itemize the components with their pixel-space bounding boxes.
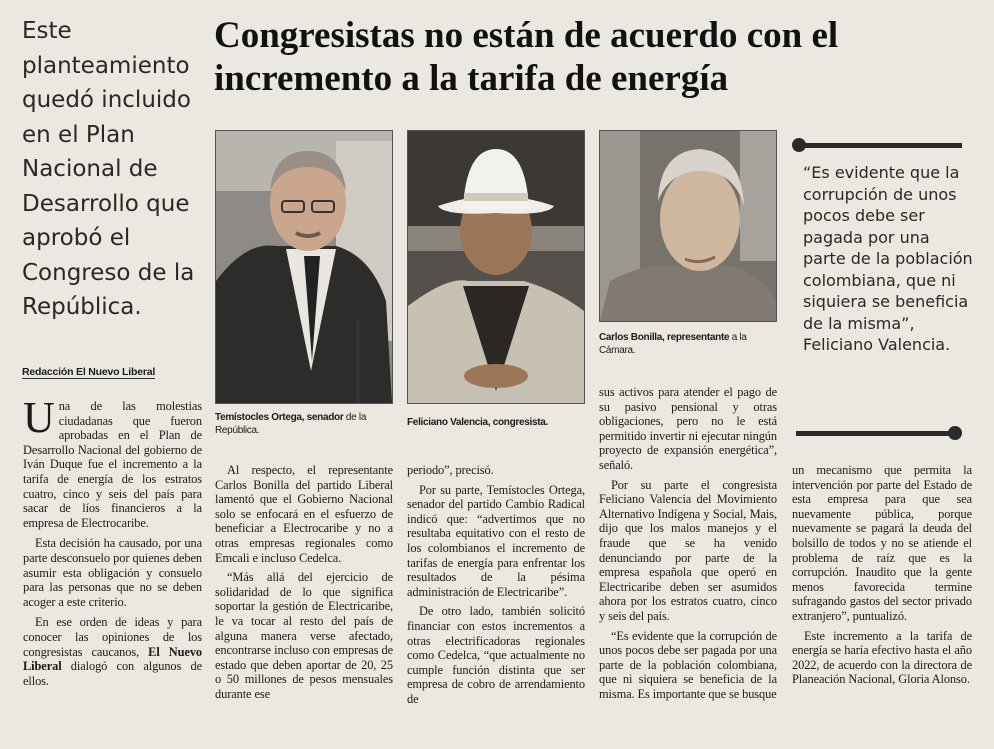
byline — [22, 366, 202, 378]
column-5 — [792, 463, 972, 687]
col5-paragraph-1: un mecanismo que permita la intervención por parte del Estado de esta empresa para que sea nuevamente pública, porque nuevamente se pagará la deuda del bolsillo de todos y no se atiende el problema de raíz que es la corrupción. Inaudito que la gente menos favorecida termine sufragando gastos del sector privado extranjero”, puntualizó. — [792, 463, 972, 623]
byline-text: Redacción El Nuevo Liberal — [22, 366, 156, 378]
valencia-portrait — [408, 131, 584, 403]
bonilla-portrait — [600, 131, 776, 321]
caption-bonilla-name: Carlos Bonilla, representante — [599, 332, 730, 343]
photo-ortega — [215, 130, 393, 404]
column-3 — [407, 463, 585, 707]
caption-bonilla-role: a la Cámara. — [599, 332, 747, 356]
caption-valencia-text: Feliciano Valencia, congresista. — [407, 417, 549, 428]
col1-paragraph-3 — [23, 615, 202, 688]
quote-bottom-rule — [796, 431, 951, 436]
col1-paragraph-1 — [23, 393, 202, 530]
caption-valencia — [407, 416, 585, 429]
column-4 — [599, 385, 777, 701]
pull-quote: “Es evidente que la corrupción de unos pocos debe ser pagada por una parte de la población colombiana, que ni siquiera se beneficia de la misma”, Feliciano Valencia. — [803, 163, 973, 354]
dropcap: U — [23, 393, 55, 442]
col3-paragraph-2: Por su parte, Temístocles Ortega, senador del partido Cambio Radical indicó que: “advertimos que no resultaba equitativo con el resto de los colombianos el incremento de tarifas de energía para enfrentar los resultados de la pésima administración de Electricaribe”. — [407, 482, 585, 599]
newspaper-name: El Nuevo Liberal — [23, 644, 203, 674]
column-2 — [215, 463, 393, 702]
photo-bonilla — [599, 130, 777, 322]
caption-bonilla — [599, 331, 777, 357]
col1-paragraph-2: Esta decisión ha causado, por una parte desconsuelo por quienes deben asumir esta obligación y consuelo para las personas que no se deben acoger a este criterio. — [23, 536, 202, 609]
headline: Congresistas no están de acuerdo con el incremento a la tarifa de energía — [214, 15, 839, 99]
col3-paragraph-1: periodo”, precisó. — [407, 463, 494, 477]
col2-paragraph-1: Al respecto, el representante Carlos Bonilla del partido Liberal lamentó que el Gobierno Nacional solo se enfocará en el esfuerzo de beneficiar a Electrocaribe y no a otras empresas regionales como Emcali e incluso Cedelca. — [215, 463, 393, 565]
article-deck: Este planteamiento quedó incluido en el Plan Nacional de Desarrollo que aprobó el Congreso de la República. — [22, 18, 195, 320]
caption-ortega — [215, 411, 393, 437]
photo-valencia — [407, 130, 585, 404]
quote-top-rule — [802, 143, 962, 148]
col2-paragraph-2: “Más allá del ejercicio de solidaridad de lo que significa soportar la gestión de Electricaribe, le va tocar al resto del país de alguna manera verse afectado, encontrarse incluso con empresas de estado que deben aportar de 20, 25 o 50 millones de pesos mensuales durante ese — [215, 570, 393, 701]
col4-paragraph-1: sus activos para atender el pago de su pasivo pensional y otras obligaciones, pero no le está permitido invertir ni ejecutar ningún proyecto de expansión energética”, señaló. — [599, 385, 777, 472]
col4-paragraph-2: Por su parte el congresista Feliciano Valencia del Movimiento Alternativo Indígena y Social, Mais, dijo que los malos manejos y el fraude que se ha venido denunciando por parte de la empresa española que operó en Electricaribe deben ser asumidos ahora por los estratos cuatro, cinco y seis del país. — [599, 477, 777, 623]
col1-p3-start: En ese orden de ideas y para conocer las opiniones de los congresistas caucanos, — [23, 615, 202, 659]
col5-paragraph-2: Este incremento a la tarifa de energía se haría efectivo hasta el año 2022, de acuerdo con la directora de Planeación Nacional, Gloria Alonso. — [792, 628, 972, 687]
caption-ortega-role: de la República. — [215, 412, 367, 436]
column-1 — [23, 393, 203, 688]
ortega-portrait — [216, 131, 392, 403]
col1-p1-text: na de las molestias ciudadanas que fueron aprobadas en el Plan de Desarrollo Nacional del gobierno de Iván Duque fue el incremento a la tarifa de energía de los estratos cuatro, cinco y seis del país para sacar de líos financieros a la empresa de Electrocaribe. — [23, 399, 202, 530]
caption-ortega-name: Temístocles Ortega, senador — [215, 412, 344, 423]
quote-bottom-dot — [948, 426, 962, 440]
col4-paragraph-3: “Es evidente que la corrupción de unos pocos debe ser pagada por una parte de la población colombiana, que ni siquiera se beneficia de la misma. Es importante que se busque — [599, 628, 777, 701]
col1-p3-end: dialogó con algunos de ellos. — [23, 659, 202, 688]
col3-paragraph-3: De otro lado, también solicitó financiar con estos incrementos a otras electrificadoras regionales como Cedelca, “que actualmente no cumple función distinta que ser empresa de cobro de arrendamiento de — [407, 604, 585, 706]
